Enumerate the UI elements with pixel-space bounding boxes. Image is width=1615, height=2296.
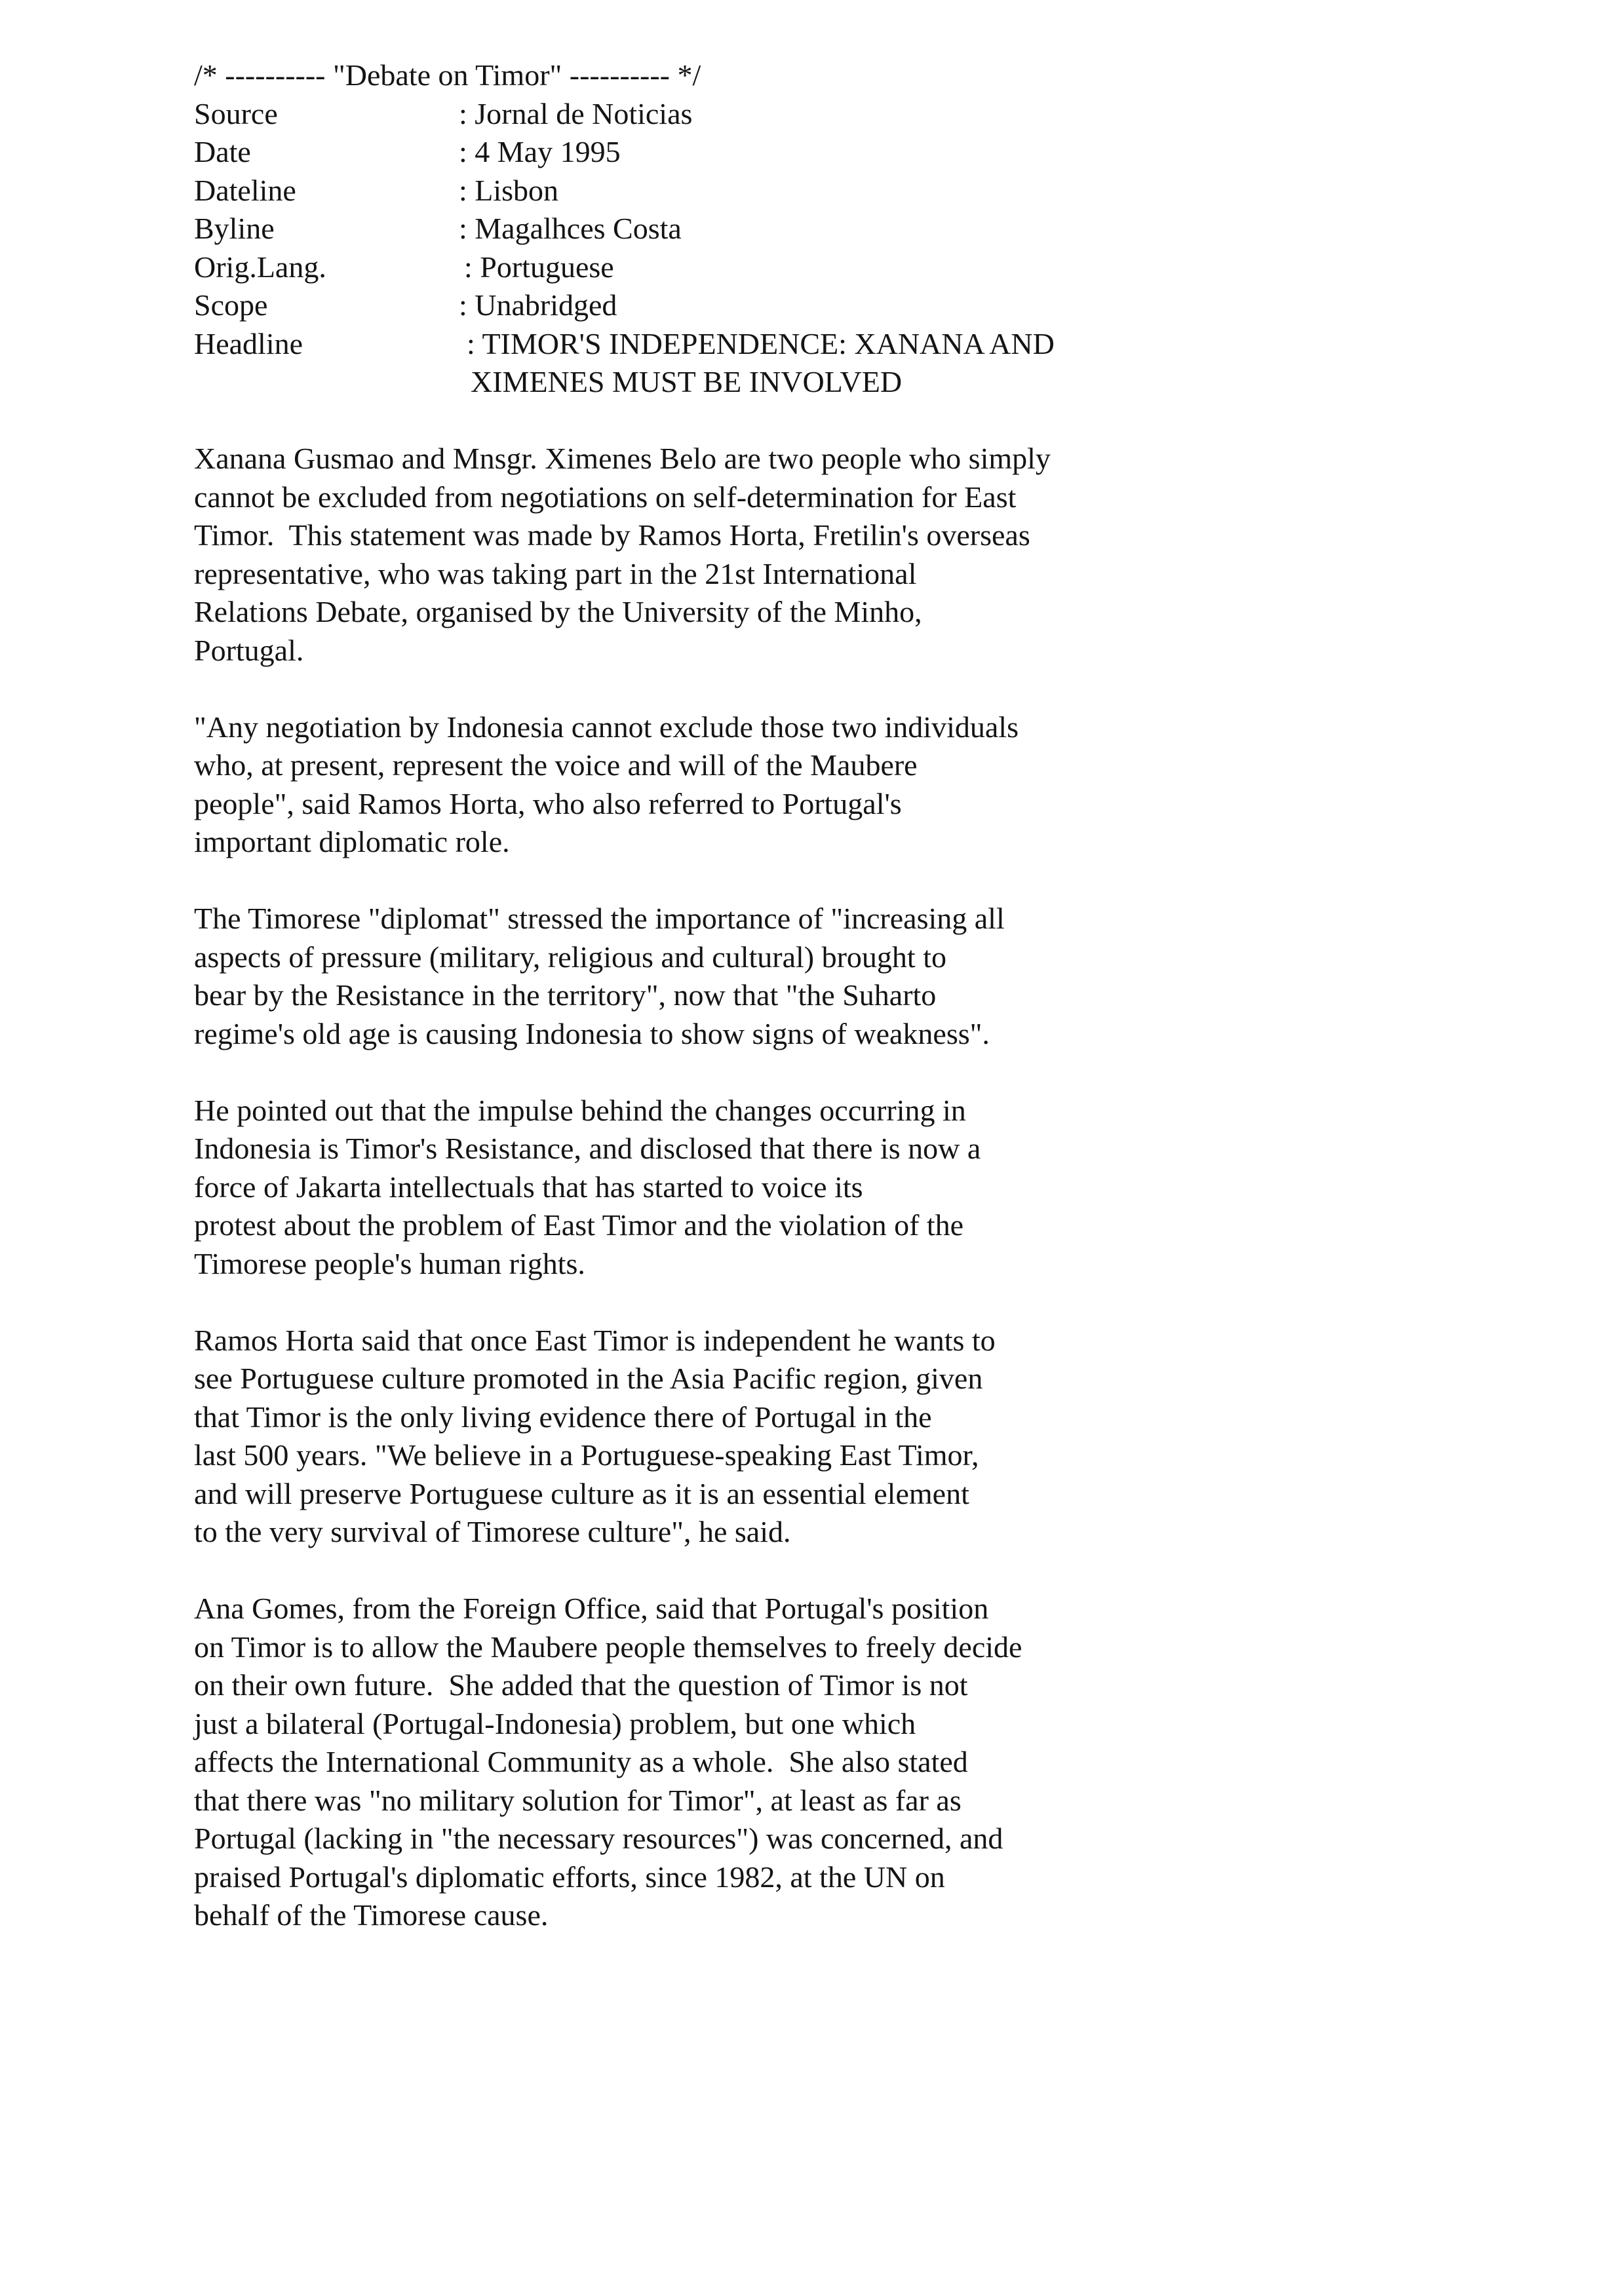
metadata-block — [194, 95, 1439, 402]
text-line: just a bilateral (Portugal-Indonesia) problem, but one which — [194, 1706, 916, 1740]
document-title-line: /* ---------- "Debate on Timor" ---------- */ — [194, 58, 701, 92]
metadata-row-dateline — [194, 172, 1439, 210]
metadata-row-orig-lang — [194, 248, 1439, 287]
metadata-label: Scope — [194, 288, 268, 322]
metadata-value: : Lisbon — [459, 173, 559, 207]
text-line: cannot be excluded from negotiations on self-determination for East — [194, 480, 1017, 514]
text-line: aspects of pressure (military, religious and cultural) brought to — [194, 940, 946, 974]
metadata-value: : 4 May 1995 — [459, 135, 621, 168]
text-line: and will preserve Portuguese culture as it is an essential element — [194, 1476, 969, 1510]
text-line: bear by the Resistance in the territory", now that "the Suharto — [194, 978, 937, 1012]
text-line: behalf of the Timorese cause. — [194, 1898, 549, 1932]
document-body — [194, 56, 1439, 1935]
text-line: Indonesia is Timor's Resistance, and disclosed that there is now a — [194, 1132, 981, 1165]
paragraph-6 — [194, 1590, 1439, 1935]
text-line: regime's old age is causing Indonesia to show signs of weakness". — [194, 1016, 990, 1050]
text-line: affects the International Community as a whole. She also stated — [194, 1745, 968, 1778]
text-line: important diplomatic role. — [194, 825, 510, 858]
text-line: that there was "no military solution for Timor", at least as far as — [194, 1783, 962, 1817]
paragraph-5 — [194, 1322, 1439, 1552]
text-line: see Portuguese culture promoted in the Asia Pacific region, given — [194, 1362, 983, 1395]
text-line: Relations Debate, organised by the University of the Minho, — [194, 595, 922, 628]
paragraph-3 — [194, 900, 1439, 1053]
text-line: to the very survival of Timorese culture", he said. — [194, 1515, 791, 1548]
metadata-row-source — [194, 95, 1439, 134]
text-line: that Timor is the only living evidence there of Portugal in the — [194, 1400, 932, 1434]
text-line: He pointed out that the impulse behind the changes occurring in — [194, 1093, 966, 1127]
text-line: Timorese people's human rights. — [194, 1246, 585, 1280]
paragraph-1 — [194, 440, 1439, 670]
metadata-row-scope — [194, 286, 1439, 325]
text-line: The Timorese "diplomat" stressed the importance of "increasing all — [194, 902, 1005, 935]
text-line: who, at present, represent the voice and will of the Maubere — [194, 748, 918, 782]
paragraph-4 — [194, 1092, 1439, 1284]
text-line: people", said Ramos Horta, who also referred to Portugal's — [194, 786, 902, 820]
text-line: representative, who was taking part in the 21st International — [194, 556, 917, 590]
metadata-row-headline — [194, 325, 1439, 402]
text-line: Portugal (lacking in "the necessary resources") was concerned, and — [194, 1822, 1003, 1855]
metadata-label: Source — [194, 96, 278, 130]
metadata-label: Dateline — [194, 173, 296, 207]
metadata-value: : Unabridged — [459, 288, 617, 322]
metadata-label: Byline — [194, 212, 275, 245]
text-line: on Timor is to allow the Maubere people themselves to freely decide — [194, 1630, 1022, 1664]
text-line: on their own future. She added that the question of Timor is not — [194, 1668, 968, 1702]
metadata-value: : Magalhces Costa — [459, 212, 682, 245]
text-line: Portugal. — [194, 633, 304, 667]
metadata-row-date — [194, 133, 1439, 172]
text-line: last 500 years. "We believe in a Portuguese-speaking East Timor, — [194, 1438, 979, 1472]
headline-line: XIMENES MUST BE INVOLVED — [471, 365, 903, 398]
metadata-row-byline — [194, 210, 1439, 248]
text-line: praised Portugal's diplomatic efforts, since 1982, at the UN on — [194, 1860, 945, 1894]
metadata-label: Headline — [194, 326, 303, 360]
metadata-value: : Jornal de Noticias — [459, 96, 693, 130]
metadata-label: Date — [194, 135, 251, 168]
text-line: "Any negotiation by Indonesia cannot exclude those two individuals — [194, 710, 1019, 744]
metadata-value: : Portuguese — [464, 250, 614, 284]
text-line: force of Jakarta intellectuals that has started to voice its — [194, 1170, 863, 1204]
text-line: Ramos Horta said that once East Timor is independent he wants to — [194, 1323, 996, 1357]
metadata-label: Orig.Lang. — [194, 250, 326, 284]
text-line: Timor. This statement was made by Ramos Horta, Fretilin's overseas — [194, 518, 1030, 552]
text-line: Ana Gomes, from the Foreign Office, said that Portugal's position — [194, 1592, 989, 1625]
paragraph-2 — [194, 708, 1439, 862]
headline-line: : TIMOR'S INDEPENDENCE: XANANA AND — [467, 326, 1055, 360]
headline-value — [459, 325, 1439, 402]
text-line: Xanana Gusmao and Mnsgr. Ximenes Belo are two people who simply — [194, 442, 1051, 475]
text-line: protest about the problem of East Timor and the violation of the — [194, 1208, 964, 1242]
